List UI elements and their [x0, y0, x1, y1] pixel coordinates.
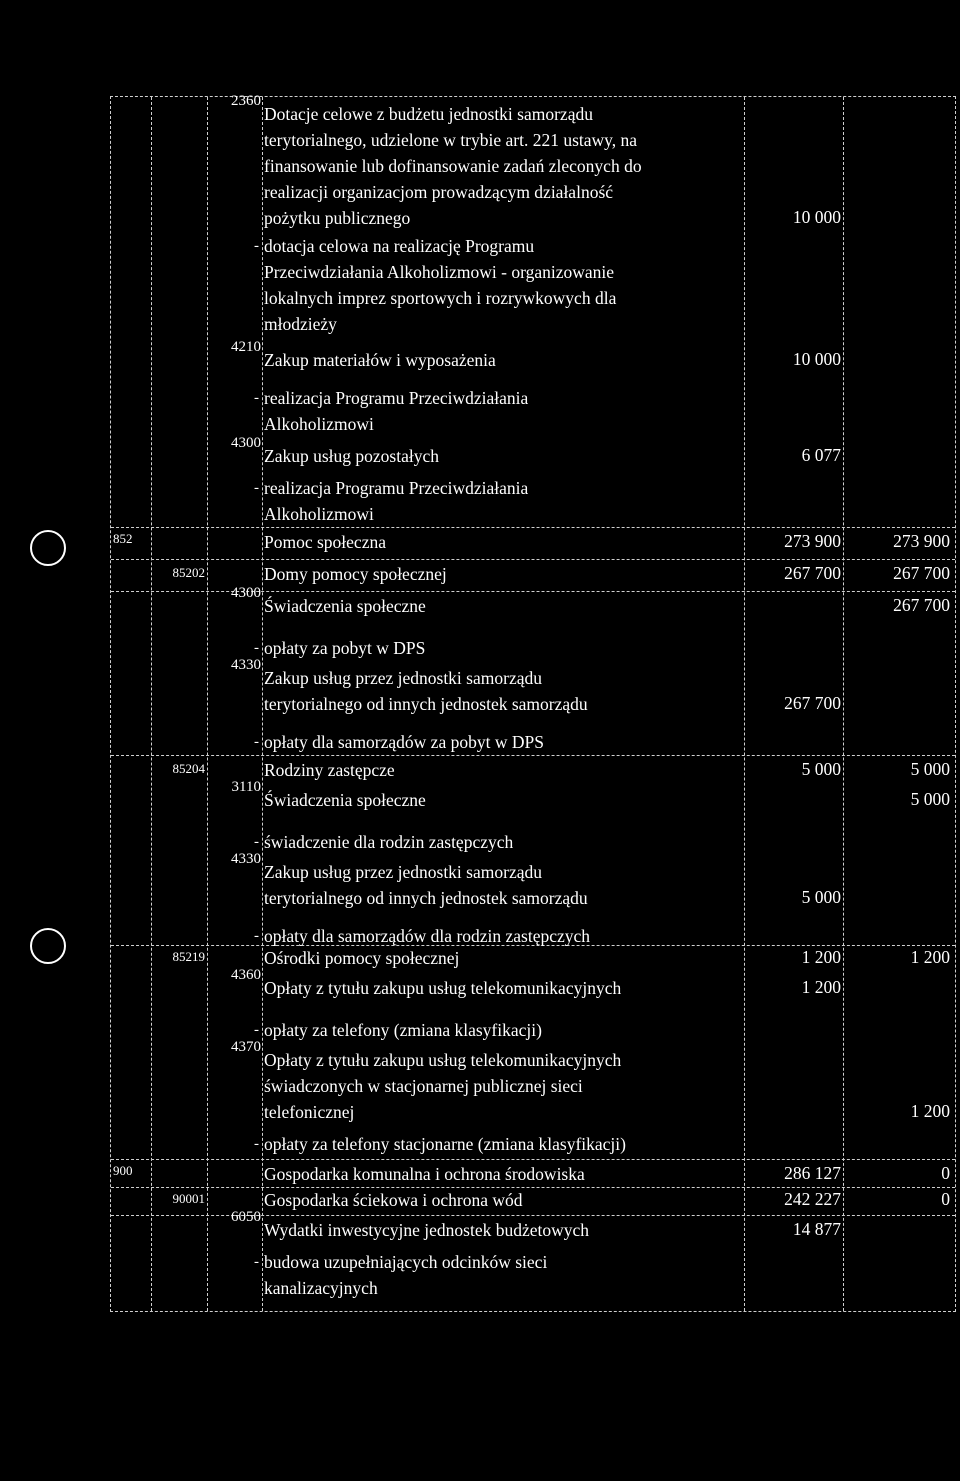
- item-description: [264, 443, 742, 469]
- dash-marker: -: [254, 480, 259, 496]
- description-line: terytorialnego od innych jednostek samorządu: [264, 694, 588, 714]
- description-line: Świadczenia społeczne: [264, 790, 426, 810]
- description-line: Opłaty z tytułu zakupu usług telekomunikacyjnych: [264, 978, 622, 998]
- amount-value: 5 000: [910, 789, 950, 809]
- table-row: [111, 779, 955, 827]
- amount-value: 286 127: [784, 1163, 841, 1183]
- description-line: opłaty dla samorządów za pobyt w DPS: [264, 732, 544, 752]
- item-description: [254, 233, 742, 337]
- paragraph-code: 4360: [231, 967, 261, 983]
- amount-value: 5 000: [801, 887, 841, 907]
- chapter-code: 852: [113, 531, 133, 546]
- description-line: terytorialnego, udzielone w trybie art. 221 ustawy, na: [264, 130, 638, 150]
- description-line: opłaty za telefony stacjonarne (zmiana klasyfikacji): [264, 1134, 626, 1154]
- item-description: [264, 945, 742, 971]
- item-description: [264, 1187, 742, 1213]
- table-row: [111, 1249, 955, 1311]
- description-line: Zakup usług pozostałych: [264, 446, 439, 466]
- dash-marker: -: [254, 928, 259, 944]
- description-line: Świadczenia społeczne: [264, 596, 426, 616]
- item-description: [254, 475, 742, 527]
- description-line: realizacja Programu Przeciwdziałania: [264, 478, 529, 498]
- description-line: opłaty za pobyt w DPS: [264, 638, 426, 658]
- item-description: [264, 787, 742, 813]
- budget-table: [110, 93, 956, 1312]
- description-line: młodzieży: [264, 314, 337, 334]
- item-description: [264, 665, 742, 717]
- table-row: [111, 435, 955, 473]
- item-description: [264, 347, 742, 373]
- description-line: lokalnych imprez sportowych i rozrywkowych dla: [264, 288, 617, 308]
- amount-value: 242 227: [784, 1189, 841, 1209]
- description-line: Zakup materiałów i wyposażenia: [264, 350, 496, 370]
- amount-value: 0: [941, 1189, 950, 1209]
- description-line: realizacja Programu Przeciwdziałania: [264, 388, 529, 408]
- dash-marker: -: [254, 1022, 259, 1038]
- table-row: [111, 475, 955, 528]
- paragraph-code: 4330: [231, 851, 261, 867]
- item-description: [264, 593, 742, 619]
- description-line: Alkoholizmowi: [264, 414, 374, 434]
- amount-value: 267 700: [893, 595, 950, 615]
- dash-marker: -: [254, 1254, 259, 1270]
- description-line: pożytku publicznego: [264, 208, 411, 228]
- item-description: [254, 635, 742, 661]
- item-description: [264, 1161, 742, 1187]
- description-line: terytorialnego od innych jednostek samorządu: [264, 888, 588, 908]
- description-line: Domy pomocy społecznej: [264, 564, 447, 584]
- description-line: realizacji organizacjom prowadzącym działalność: [264, 182, 614, 202]
- item-description: [264, 101, 742, 231]
- item-description: [254, 385, 742, 437]
- item-description: [264, 1047, 742, 1125]
- item-description: [264, 975, 742, 1001]
- chapter-code: 900: [113, 1163, 133, 1178]
- table-row: [111, 585, 955, 633]
- amount-value: 5 000: [910, 759, 950, 779]
- paragraph-code: 6050: [231, 1209, 261, 1225]
- amount-value: 6 077: [801, 445, 841, 465]
- description-line: Ośrodki pomocy społecznej: [264, 948, 460, 968]
- amount-value: 1 200: [910, 1101, 950, 1121]
- amount-value: 273 900: [893, 531, 950, 551]
- paragraph-code: 4370: [231, 1039, 261, 1055]
- table-row: [111, 529, 955, 560]
- dash-marker: -: [254, 834, 259, 850]
- amount-value: 1 200: [801, 947, 841, 967]
- paragraph-code: 4300: [231, 435, 261, 451]
- dash-marker: -: [254, 1136, 259, 1152]
- description-line: finansowanie lub dofinansowanie zadań zleconych do: [264, 156, 642, 176]
- description-line: Alkoholizmowi: [264, 504, 374, 524]
- amount-value: 5 000: [801, 759, 841, 779]
- section-code: 85219: [172, 949, 205, 964]
- description-line: opłaty za telefony (zmiana klasyfikacji): [264, 1020, 542, 1040]
- table-row: [111, 923, 955, 946]
- amount-value: 10 000: [792, 349, 841, 369]
- table-row: [111, 339, 955, 383]
- description-line: dotacja celowa na realizację Programu: [264, 236, 535, 256]
- item-description: [264, 561, 742, 587]
- amount-value: 267 700: [784, 693, 841, 713]
- table-row: [111, 93, 955, 231]
- item-description: [254, 829, 742, 855]
- dash-marker: -: [254, 390, 259, 406]
- table-row: [111, 657, 955, 727]
- table-row: [111, 385, 955, 441]
- description-line: Wydatki inwestycyjne jednostek budżetowych: [264, 1220, 590, 1240]
- table-row: [111, 851, 955, 921]
- paragraph-code: 4300: [231, 585, 261, 601]
- item-description: [264, 1217, 742, 1243]
- item-description: [254, 1131, 742, 1157]
- description-line: Zakup usług przez jednostki samorządu: [264, 862, 542, 882]
- amount-value: 10 000: [792, 207, 841, 227]
- item-description: [264, 529, 742, 555]
- table-row: [111, 1131, 955, 1160]
- description-line: Dotacje celowe z budżetu jednostki samorządu: [264, 104, 593, 124]
- dash-marker: -: [254, 238, 259, 254]
- item-description: [254, 729, 742, 755]
- table-row: [111, 1039, 955, 1129]
- paragraph-code: 3110: [231, 779, 261, 795]
- section-code: 90001: [172, 1191, 205, 1206]
- paragraph-code: 4330: [231, 657, 261, 673]
- description-line: świadczonych w stacjonarnej publicznej sieci: [264, 1076, 583, 1096]
- description-line: budowa uzupełniających odcinków sieci: [264, 1252, 548, 1272]
- description-line: Opłaty z tytułu zakupu usług telekomunikacyjnych: [264, 1050, 622, 1070]
- description-line: świadczenie dla rodzin zastępczych: [264, 832, 514, 852]
- section-code: 85202: [172, 565, 205, 580]
- table-row: [111, 967, 955, 1015]
- table-row: [111, 1209, 955, 1247]
- dash-marker: -: [254, 640, 259, 656]
- description-line: kanalizacyjnych: [264, 1278, 378, 1298]
- table-row: [111, 729, 955, 756]
- item-description: [264, 859, 742, 911]
- binder-hole: [30, 928, 66, 964]
- paragraph-code: 2360: [231, 93, 261, 109]
- amount-value: 14 877: [792, 1219, 841, 1239]
- amount-value: 0: [941, 1163, 950, 1183]
- amount-value: 267 700: [893, 563, 950, 583]
- amount-value: 273 900: [784, 531, 841, 551]
- amount-value: 267 700: [784, 563, 841, 583]
- item-description: [254, 1249, 742, 1301]
- amount-value: 1 200: [910, 947, 950, 967]
- amount-value: 1 200: [801, 977, 841, 997]
- binder-hole: [30, 530, 66, 566]
- description-line: Gospodarka komunalna i ochrona środowiska: [264, 1164, 585, 1184]
- description-line: Rodziny zastępcze: [264, 760, 395, 780]
- description-line: Gospodarka ściekowa i ochrona wód: [264, 1190, 523, 1210]
- dash-marker: -: [254, 734, 259, 750]
- description-line: telefonicznej: [264, 1102, 355, 1122]
- table-row: [111, 233, 955, 343]
- description-line: Pomoc społeczna: [264, 532, 386, 552]
- description-line: opłaty dla samorządów dla rodzin zastępczych: [264, 926, 591, 946]
- description-line: Przeciwdziałania Alkoholizmowi - organizowanie: [264, 262, 615, 282]
- section-code: 85204: [172, 761, 205, 776]
- description-line: Zakup usług przez jednostki samorządu: [264, 668, 542, 688]
- item-description: [264, 757, 742, 783]
- table-row: [111, 1161, 955, 1188]
- paragraph-code: 4210: [231, 339, 261, 355]
- item-description: [254, 1017, 742, 1043]
